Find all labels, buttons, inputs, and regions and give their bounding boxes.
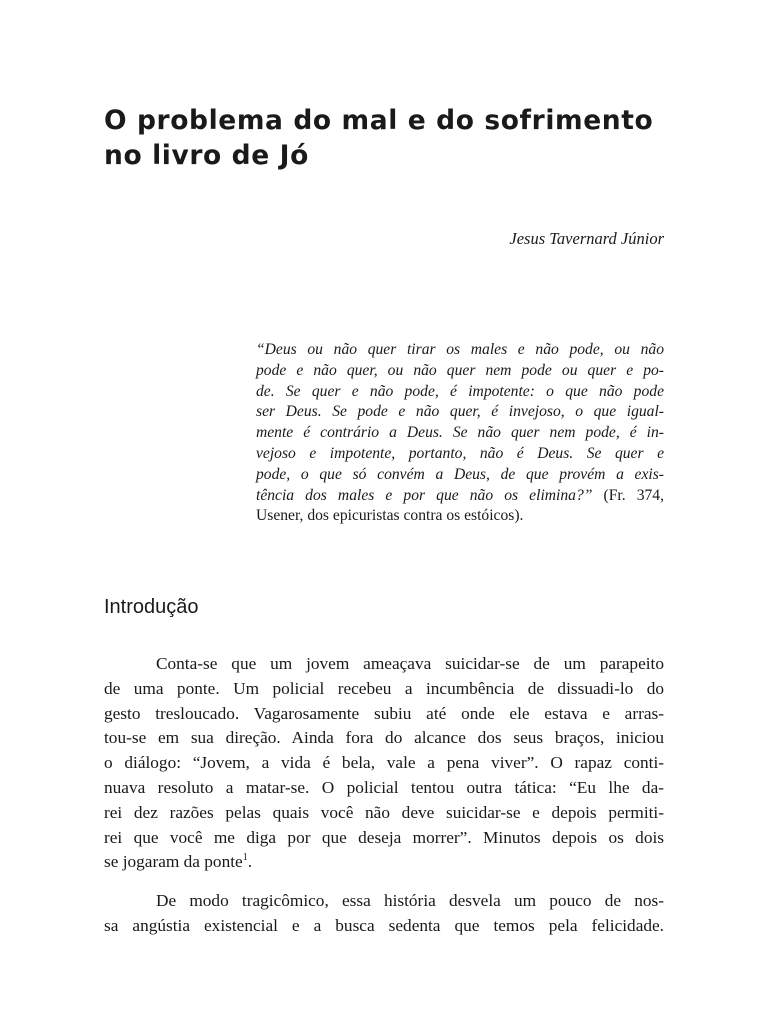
body-paragraph (104, 889, 664, 939)
epigraph-line: pode e não quer, ou não quer nem pode ou quer e po- (256, 361, 664, 379)
chapter-title (104, 103, 704, 173)
paragraph-line: o diálogo: “Jovem, a vida é bela, vale a pena viver”. O rapaz conti- (104, 753, 664, 773)
epigraph-line: mente é contrário a Deus. Se não quer nem pode, é in- (256, 424, 664, 442)
epigraph-line: tência dos males e por que não os elimina?” (Fr. 374, (256, 486, 664, 504)
paragraph-line: Conta-se que um jovem ameaçava suicidar-se de um parapeito (156, 654, 664, 673)
author-name: Jesus Tavernard Júnior (509, 229, 664, 248)
paragraph-line: nuava resoluto a matar-se. O policial tentou outra tática: “Eu lhe da- (104, 777, 664, 797)
paragraph-line: De modo tragicômico, essa história desvela um pouco de nos- (156, 891, 664, 910)
paragraph-line: rei que você me diga por que deseja morrer”. Minutos depois os dois (104, 827, 664, 847)
paragraph-line: rei dez razões pelas quais você não deve suicidar-se e depois permiti- (104, 802, 664, 822)
paragraph-line: de uma ponte. Um policial recebeu a incumbência de dissuadi-lo do (104, 678, 664, 698)
epigraph-line: de. Se quer e não pode, é impotente: o que não pode (256, 382, 664, 400)
body-paragraph (104, 652, 664, 875)
section-heading: Introdução (104, 596, 199, 618)
paragraph-line: sa angústia existencial e a busca sedenta que temos pela felicidade. (104, 915, 664, 935)
epigraph-citation: (Fr. 374, (592, 486, 664, 504)
chapter-title-line: O problema do mal e do sofrimento (104, 105, 654, 136)
epigraph-line (256, 506, 664, 527)
chapter-title-line: no livro de Jó (104, 140, 309, 171)
epigraph-line: vejoso e impotente, portanto, não é Deus. Se quer e (256, 444, 664, 462)
paragraph-line: se jogaram da ponte$^1$. (104, 852, 253, 872)
epigraph-citation: Usener, dos epicuristas contra os estóicos). (256, 507, 524, 525)
paragraph-line: gesto tresloucado. Vagarosamente subiu até onde ele estava e arras- (104, 703, 664, 723)
epigraph-line: ser Deus. Se pode e não quer, é invejoso, o que igual- (256, 403, 664, 421)
footnote-marker[interactable]: 1 (242, 852, 248, 864)
epigraph-line: “Deus ou não quer tirar os males e não pode, ou não (256, 341, 664, 358)
paragraph-line: tou-se em sua direção. Ainda fora do alcance dos seus braços, iniciou (104, 728, 664, 748)
epigraph-quote (256, 340, 664, 527)
epigraph-line: pode, o que só convém a Deus, de que provém a exis- (256, 465, 664, 483)
